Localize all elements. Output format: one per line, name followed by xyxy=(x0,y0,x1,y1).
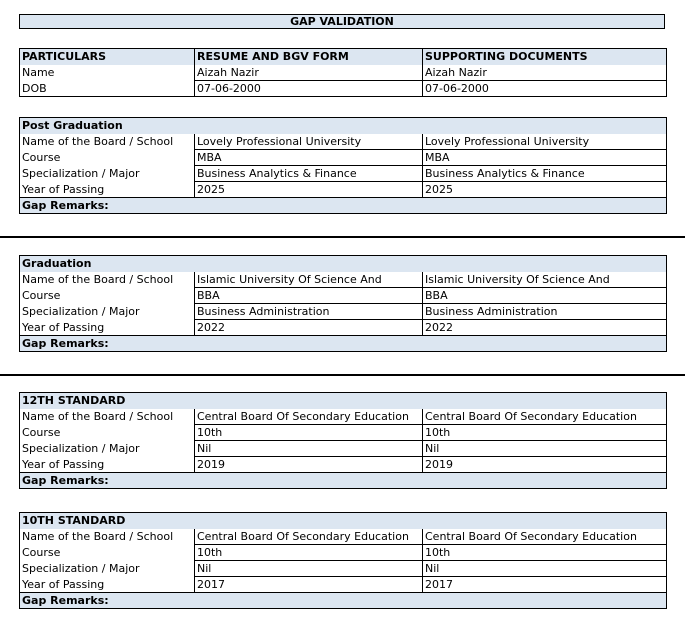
table-row xyxy=(20,304,667,320)
document-cell: Islamic University Of Science And xyxy=(423,272,667,288)
table-row xyxy=(20,166,667,182)
label-cell: Specialization / Major xyxy=(20,166,195,182)
section-heading: 10TH STANDARD xyxy=(20,513,667,529)
header-cell: SUPPORTING DOCUMENTS xyxy=(423,49,667,65)
section-heading-row xyxy=(20,393,667,409)
table-row xyxy=(20,150,667,166)
label-cell: Name of the Board / School xyxy=(20,529,195,545)
header-cell: RESUME AND BGV FORM xyxy=(195,49,423,65)
resume-cell: Central Board Of Secondary Education xyxy=(195,409,423,425)
section-heading-row xyxy=(20,256,667,272)
section-heading: Graduation xyxy=(20,256,667,272)
document-cell: BBA xyxy=(423,288,667,304)
page-separator xyxy=(0,374,685,376)
table-row xyxy=(20,529,667,545)
label-cell: Course xyxy=(20,425,195,441)
document-cell: 2022 xyxy=(423,320,667,336)
section-12th-standard xyxy=(19,392,667,489)
table-row xyxy=(20,288,667,304)
table-row xyxy=(20,561,667,577)
document-cell: 2025 xyxy=(423,182,667,198)
section-graduation xyxy=(19,255,667,352)
resume-cell: Lovely Professional University xyxy=(195,134,423,150)
table-row xyxy=(20,409,667,425)
resume-cell: Nil xyxy=(195,561,423,577)
resume-cell: Central Board Of Secondary Education xyxy=(195,529,423,545)
document-cell: 07-06-2000 xyxy=(423,81,667,97)
gap-remarks-row xyxy=(20,336,667,352)
section-10th-standard xyxy=(19,512,667,609)
table-row xyxy=(20,425,667,441)
table-row xyxy=(20,320,667,336)
label-cell: Specialization / Major xyxy=(20,441,195,457)
document-cell: Nil xyxy=(423,561,667,577)
resume-cell: Aizah Nazir xyxy=(195,65,423,81)
resume-cell: 2025 xyxy=(195,182,423,198)
header-cell: PARTICULARS xyxy=(20,49,195,65)
resume-cell: 10th xyxy=(195,425,423,441)
document-cell: 10th xyxy=(423,545,667,561)
document-cell: 2019 xyxy=(423,457,667,473)
table-row xyxy=(20,441,667,457)
gap-remarks-row xyxy=(20,198,667,214)
gap-remarks: Gap Remarks: xyxy=(20,198,667,214)
label-cell: Course xyxy=(20,288,195,304)
particulars-table xyxy=(19,48,667,97)
document-cell: 10th xyxy=(423,425,667,441)
gap-remarks-row xyxy=(20,473,667,489)
document-cell: Business Analytics & Finance xyxy=(423,166,667,182)
resume-cell: MBA xyxy=(195,150,423,166)
resume-cell: 07-06-2000 xyxy=(195,81,423,97)
table-row xyxy=(20,81,667,97)
label-cell: Specialization / Major xyxy=(20,304,195,320)
label-cell: Name xyxy=(20,65,195,81)
resume-cell: 2019 xyxy=(195,457,423,473)
resume-cell: Business Analytics & Finance xyxy=(195,166,423,182)
section-heading: Post Graduation xyxy=(20,118,667,134)
particulars-header-row xyxy=(20,49,667,65)
document-cell: Nil xyxy=(423,441,667,457)
gap-remarks: Gap Remarks: xyxy=(20,336,667,352)
resume-cell: 2017 xyxy=(195,577,423,593)
resume-cell: BBA xyxy=(195,288,423,304)
label-cell: Name of the Board / School xyxy=(20,409,195,425)
label-cell: Course xyxy=(20,150,195,166)
label-cell: DOB xyxy=(20,81,195,97)
page-title: GAP VALIDATION xyxy=(19,14,665,29)
label-cell: Year of Passing xyxy=(20,182,195,198)
table-row xyxy=(20,272,667,288)
table-row xyxy=(20,134,667,150)
label-cell: Year of Passing xyxy=(20,320,195,336)
label-cell: Year of Passing xyxy=(20,457,195,473)
gap-remarks-row xyxy=(20,593,667,609)
table-row xyxy=(20,65,667,81)
resume-cell: Islamic University Of Science And xyxy=(195,272,423,288)
section-post-graduation xyxy=(19,117,667,214)
table-row xyxy=(20,545,667,561)
resume-cell: 2022 xyxy=(195,320,423,336)
section-heading-row xyxy=(20,513,667,529)
label-cell: Name of the Board / School xyxy=(20,134,195,150)
resume-cell: Nil xyxy=(195,441,423,457)
resume-cell: Business Administration xyxy=(195,304,423,320)
label-cell: Name of the Board / School xyxy=(20,272,195,288)
resume-cell: 10th xyxy=(195,545,423,561)
label-cell: Course xyxy=(20,545,195,561)
table-row xyxy=(20,577,667,593)
document-cell: Lovely Professional University xyxy=(423,134,667,150)
document-cell: MBA xyxy=(423,150,667,166)
document-cell: 2017 xyxy=(423,577,667,593)
table-row xyxy=(20,182,667,198)
document-cell: Business Administration xyxy=(423,304,667,320)
document-cell: Central Board Of Secondary Education xyxy=(423,409,667,425)
section-heading-row xyxy=(20,118,667,134)
document-cell: Central Board Of Secondary Education xyxy=(423,529,667,545)
gap-remarks: Gap Remarks: xyxy=(20,473,667,489)
section-heading: 12TH STANDARD xyxy=(20,393,667,409)
label-cell: Specialization / Major xyxy=(20,561,195,577)
document-cell: Aizah Nazir xyxy=(423,65,667,81)
gap-remarks: Gap Remarks: xyxy=(20,593,667,609)
page-separator xyxy=(0,236,685,238)
table-row xyxy=(20,457,667,473)
label-cell: Year of Passing xyxy=(20,577,195,593)
